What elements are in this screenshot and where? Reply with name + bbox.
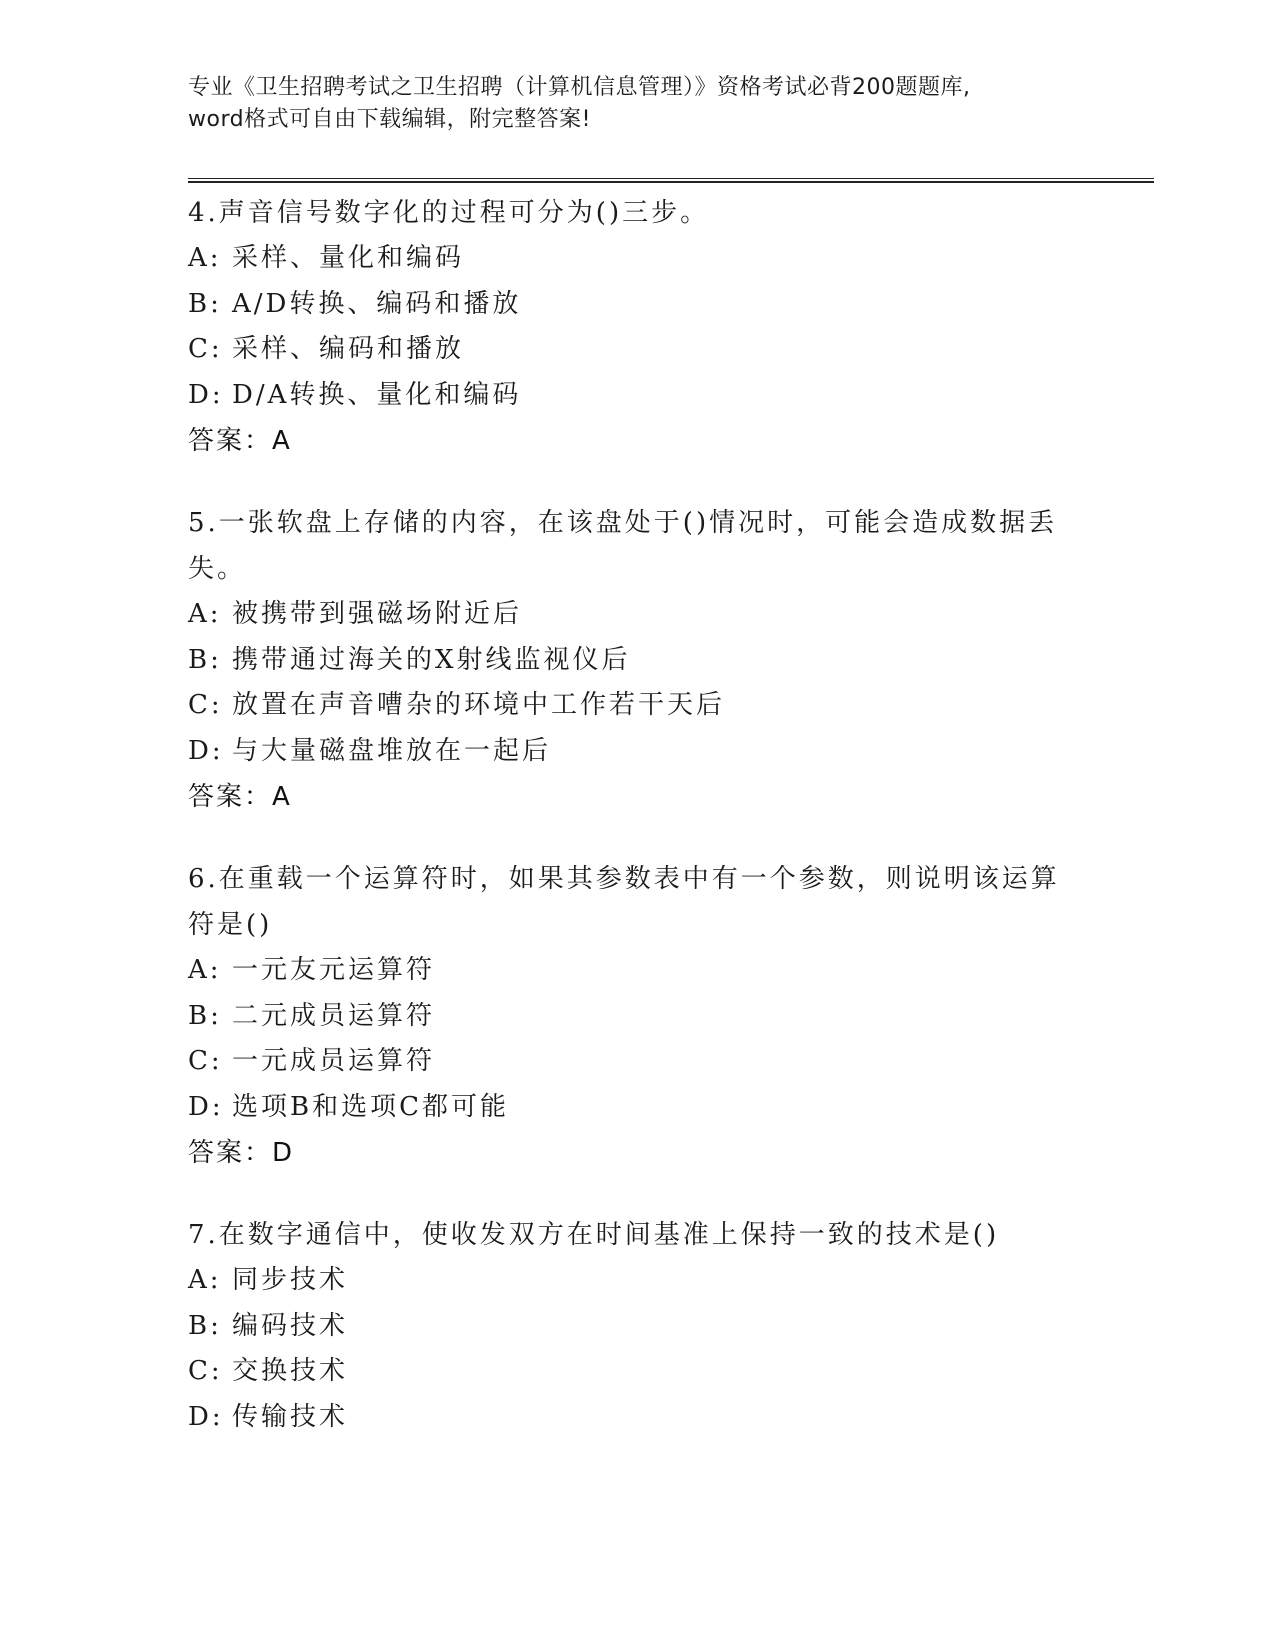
header-line-2: word格式可自由下载编辑，附完整答案! [188,107,591,132]
option-c [188,1349,1068,1395]
answer-line: 答案：A [188,782,292,812]
option-key: D: [188,1091,224,1122]
question-stem: 4.声音信号数字化的过程可分为()三步。 [188,198,710,228]
question-7 [188,1212,1068,1440]
answer-line: 答案：D [188,1138,295,1168]
option-b [188,1304,1068,1350]
option-b [188,282,1068,328]
option-text: 同步技术 [232,1265,349,1295]
document-header [188,72,1088,136]
option-key: C: [188,690,223,720]
option-key: B: [188,1310,222,1341]
question-4 [188,190,1068,464]
option-key: B: [188,644,222,675]
question-5 [188,500,1068,820]
option-key: A: [188,955,222,985]
option-d [188,1085,1068,1131]
option-text: 被携带到强磁场附近后 [232,599,523,629]
option-text: 放置在声音嘈杂的环境中工作若干天后 [232,690,726,720]
option-key: D: [188,1401,224,1432]
option-text: 传输技术 [232,1401,349,1432]
option-key: A: [188,243,222,273]
option-text: A/D转换、编码和播放 [232,288,522,319]
option-text: 交换技术 [232,1356,349,1386]
question-6 [188,856,1068,1176]
option-text: D/A转换、量化和编码 [232,379,522,410]
option-key: C: [188,1046,223,1076]
option-c [188,1039,1068,1085]
option-text: 编码技术 [232,1310,349,1341]
header-line-1: 专业《卫生招聘考试之卫生招聘（计算机信息管理）》资格考试必背200题题库, [188,75,971,100]
option-b [188,638,1068,684]
option-key: D: [188,735,224,766]
option-text: 一元友元运算符 [232,955,436,985]
option-key: C: [188,334,223,364]
option-text: 携带通过海关的X射线监视仪后 [232,644,631,675]
option-d [188,729,1068,775]
answer-line: 答案：A [188,426,292,456]
option-a [188,592,1068,638]
question-stem: 7.在数字通信中，使收发双方在时间基准上保持一致的技术是() [188,1220,1000,1250]
option-text: 一元成员运算符 [232,1046,436,1076]
option-a [188,236,1068,282]
header-divider [188,178,1154,183]
option-d [188,1395,1068,1441]
option-text: 采样、编码和播放 [232,334,465,364]
option-key: A: [188,1265,222,1295]
option-text: 与大量磁盘堆放在一起后 [232,735,552,766]
option-b [188,994,1068,1040]
option-a [188,948,1068,994]
option-d [188,373,1068,419]
question-stem: 6.在重载一个运算符时，如果其参数表中有一个参数，则说明该运算符是() [188,864,1060,940]
option-text: 采样、量化和编码 [232,243,465,273]
option-key: C: [188,1356,223,1386]
option-key: D: [188,379,224,410]
question-stem: 5.一张软盘上存储的内容，在该盘处于()情况时，可能会造成数据丢失。 [188,508,1058,584]
option-a [188,1258,1068,1304]
option-key: B: [188,288,222,319]
option-c [188,683,1068,729]
option-c [188,327,1068,373]
option-key: B: [188,1000,222,1031]
option-text: 二元成员运算符 [232,1000,436,1031]
question-list [188,190,1068,1476]
option-text: 选项B和选项C都可能 [232,1091,510,1122]
option-key: A: [188,599,222,629]
